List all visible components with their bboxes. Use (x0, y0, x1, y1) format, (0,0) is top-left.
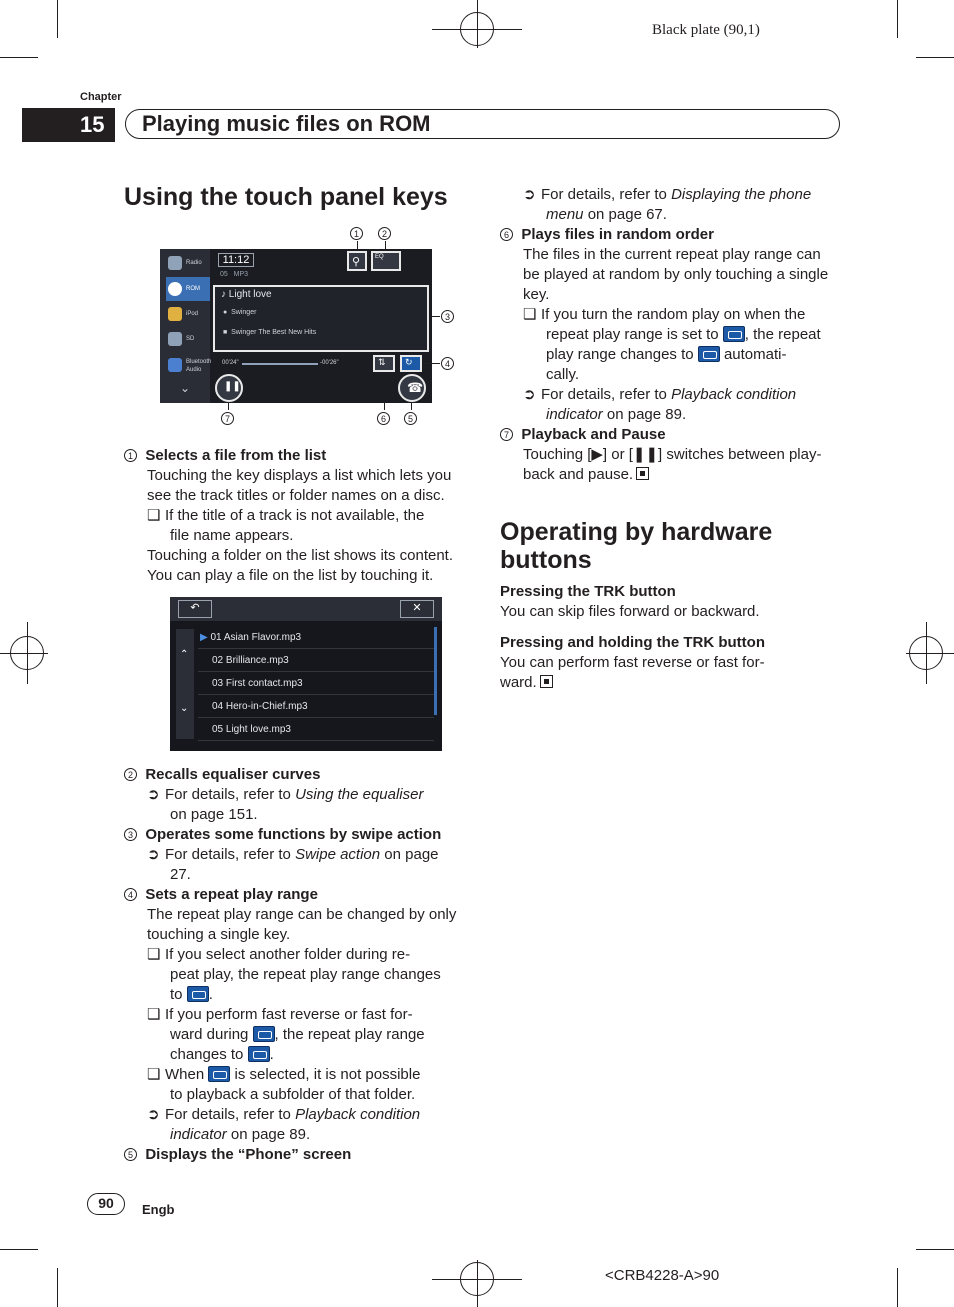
item-heading: 3 Operates some functions by swipe action (124, 825, 441, 845)
items-5-7-continued (500, 185, 845, 485)
crop-mark (0, 653, 48, 654)
song-title: ♪ Light love (221, 289, 272, 300)
leader-line (228, 402, 229, 410)
scroll-bar (176, 629, 194, 739)
list-item: 03 First contact.mp3 (198, 673, 434, 695)
leader-line (357, 241, 358, 251)
arrow-icon: ➲ (147, 1106, 160, 1123)
crop-mark (926, 622, 927, 684)
clock: 11:12 (218, 253, 254, 267)
swipe-area (213, 285, 429, 352)
item-heading: 1 Selects a file from the list (124, 446, 326, 466)
language-code: Engb (142, 1202, 175, 1217)
arrow-icon: ➲ (147, 846, 160, 863)
list-item: ▶ 01 Asian Flavor.mp3 (198, 627, 434, 649)
text-line: indicator on page 89. (170, 1126, 311, 1143)
text-line: Touching the key displays a list which lets you (147, 467, 452, 484)
text-line: You can perform fast reverse or fast for- (500, 654, 765, 671)
arrow-icon: ➲ (147, 786, 160, 803)
leader-line (411, 402, 412, 410)
note-line: ❑ If you select another folder during re- (147, 946, 411, 963)
text-line: cally. (546, 366, 580, 383)
repeat-button (400, 355, 422, 372)
subheading: Pressing and holding the TRK button (500, 634, 765, 651)
crop-mark (897, 1268, 898, 1307)
hardware-buttons (500, 582, 845, 702)
item-heading: 5 Displays the “Phone” screen (124, 1145, 351, 1165)
item-heading: 6 Plays files in random order (500, 225, 714, 245)
note-icon: ❑ (147, 946, 161, 963)
text-line: file name appears. (170, 527, 294, 544)
text-line: to . (170, 986, 213, 1003)
player-screenshot (160, 249, 432, 403)
repeat-icon: ↻ (405, 357, 413, 367)
crop-mark (916, 1249, 954, 1250)
note-line: ❑ If you turn the random play on when the (523, 306, 806, 323)
list-item: 04 Hero-in-Chief.mp3 (198, 696, 434, 718)
random-button (373, 355, 395, 372)
sidebar-item-ipod: iPod (166, 302, 210, 326)
plate-label: Black plate (90,1) (652, 22, 760, 38)
close-icon: ✕ (400, 600, 434, 618)
callout-6: 6 (377, 411, 390, 426)
crop-mark (916, 57, 954, 58)
crop-mark (57, 1268, 58, 1307)
text-line: play range changes to automati- (546, 346, 787, 363)
text-line: The repeat play range can be changed by only (147, 906, 457, 923)
repeat-all-icon (248, 1046, 270, 1062)
text-line: indicator on page 89. (546, 406, 687, 423)
progress-bar (242, 363, 318, 365)
crop-mark (57, 0, 58, 38)
reference-line: ➲ For details, refer to Swipe action on page (147, 846, 439, 863)
text-line: to playback a subfolder of that folder. (170, 1086, 416, 1103)
note-icon: ❑ (147, 507, 161, 524)
note-icon: ❑ (523, 306, 537, 323)
text-line: back and pause. (523, 465, 649, 485)
text-line: The files in the current repeat play range can (523, 246, 821, 263)
radio-icon (168, 256, 182, 270)
note-line: ❑ When is selected, it is not possible (147, 1066, 421, 1083)
music-note-icon (168, 307, 182, 321)
text-line: menu on page 67. (546, 206, 667, 223)
sd-card-icon (168, 332, 182, 346)
shuffle-icon: ⇅ (378, 357, 386, 367)
repeat-folder-icon (698, 346, 720, 362)
bluetooth-icon (168, 358, 182, 372)
repeat-track-icon (723, 326, 745, 342)
text-line: key. (523, 286, 550, 303)
back-icon: ↶ (178, 600, 212, 618)
sidebar-item-rom: ROM (166, 277, 210, 301)
list-item: 02 Brilliance.mp3 (198, 650, 434, 672)
chapter-label: Chapter (80, 91, 122, 103)
section-title: Operating by hardware buttons (500, 518, 773, 574)
text-line: You can skip files forward or backward. (500, 603, 760, 620)
repeat-all-icon (208, 1066, 230, 1082)
text-line: peat play, the repeat play range changes (170, 966, 441, 983)
callout-1: 1 (350, 226, 363, 241)
eq-button: EQ (371, 251, 401, 271)
sidebar-item-bluetooth: Bluetooth Audio (166, 353, 210, 377)
play-icon: ▶ (200, 632, 208, 643)
scroll-indicator (434, 627, 437, 715)
chevron-down-icon: ⌄ (180, 381, 191, 395)
phone-button (398, 374, 426, 402)
callout-4: 4 (441, 356, 454, 371)
text-line: You can play a file on the list by touching it. (147, 567, 434, 584)
note-line: ❑ If you perform fast reverse or fast for- (147, 1006, 413, 1023)
crop-mark (0, 57, 38, 58)
item-heading: 4 Sets a repeat play range (124, 885, 318, 905)
text-line: be played at random by only touching a single (523, 266, 829, 283)
phone-icon: ☎ (407, 380, 424, 395)
search-button (347, 251, 367, 271)
note-icon: ❑ (147, 1006, 161, 1023)
crop-mark (906, 653, 954, 654)
repeat-folder-icon (187, 986, 209, 1002)
leader-line (384, 402, 385, 410)
reference-line: ➲ For details, refer to Playback condition (523, 386, 797, 403)
artist-name: ● Swinger (223, 309, 257, 316)
text-line: changes to . (170, 1046, 274, 1063)
items-2-5 (124, 765, 469, 1165)
callout-5: 5 (404, 411, 417, 426)
note-icon: ❑ (147, 1066, 161, 1083)
text-line: see the track titles or folder names on a disc. (147, 487, 445, 504)
disc-icon (168, 282, 182, 296)
elapsed-time: 00'24" (222, 360, 239, 366)
crop-mark (477, 0, 478, 48)
arrow-icon: ➲ (523, 186, 536, 203)
chevron-down-icon: ⌄ (180, 703, 189, 714)
crop-mark (27, 622, 28, 684)
reference-line: ➲ For details, refer to Playback condition (147, 1106, 421, 1123)
sidebar-item-radio: Radio (166, 251, 210, 275)
list-item: 05 Light love.mp3 (198, 719, 434, 741)
remaining-time: -00'26" (320, 360, 339, 366)
callout-2: 2 (378, 226, 391, 241)
crop-mark (477, 1260, 478, 1307)
chevron-up-icon: ⌃ (180, 649, 189, 660)
pause-icon: ❚❚ (224, 381, 241, 392)
arrow-icon: ➲ (523, 386, 536, 403)
leader-line (430, 316, 440, 317)
text-line: on page 151. (170, 806, 258, 823)
document-code: <CRB4228-A>90 (605, 1267, 720, 1284)
crop-mark (0, 1249, 38, 1250)
subheading: Pressing the TRK button (500, 583, 676, 600)
album-name: ■ Swinger The Best New Hits (223, 329, 317, 336)
callout-3: 3 (441, 309, 454, 324)
page-number: 90 (87, 1193, 125, 1215)
text-line: ward. (500, 673, 553, 693)
text-line: Touching [▶] or [❚❚] switches between play- (523, 446, 822, 463)
crop-mark (897, 0, 898, 38)
section-title: Using the touch panel keys (124, 183, 448, 211)
text-line: touching a single key. (147, 926, 291, 943)
chapter-title: Playing music files on ROM (125, 109, 840, 139)
text-line: Touching a folder on the list shows its content. (147, 547, 454, 564)
callout-7: 7 (221, 411, 234, 426)
item-heading: 2 Recalls equaliser curves (124, 765, 320, 785)
file-list-screenshot (170, 597, 442, 751)
text-line: ward during , the repeat play range (170, 1026, 425, 1043)
chapter-number: 15 (22, 108, 115, 142)
reference-line: ➲ For details, refer to Displaying the phone (523, 186, 812, 203)
note-line: ❑ If the title of a track is not available, the (147, 507, 425, 524)
track-info: 05 MP3 (220, 271, 249, 278)
leader-line (385, 241, 386, 251)
repeat-track-icon (253, 1026, 275, 1042)
end-mark-icon (636, 467, 649, 480)
text-line: 27. (170, 866, 191, 883)
leader-line (424, 363, 440, 364)
text-line: repeat play range is set to , the repeat (546, 326, 821, 343)
reference-line: ➲ For details, refer to Using the equaliser (147, 786, 424, 803)
pause-button (215, 374, 243, 402)
end-mark-icon (540, 675, 553, 688)
item-heading: 7 Playback and Pause (500, 425, 666, 445)
search-icon: ⚲ (352, 256, 361, 268)
sidebar-item-sd: SD (166, 327, 210, 351)
